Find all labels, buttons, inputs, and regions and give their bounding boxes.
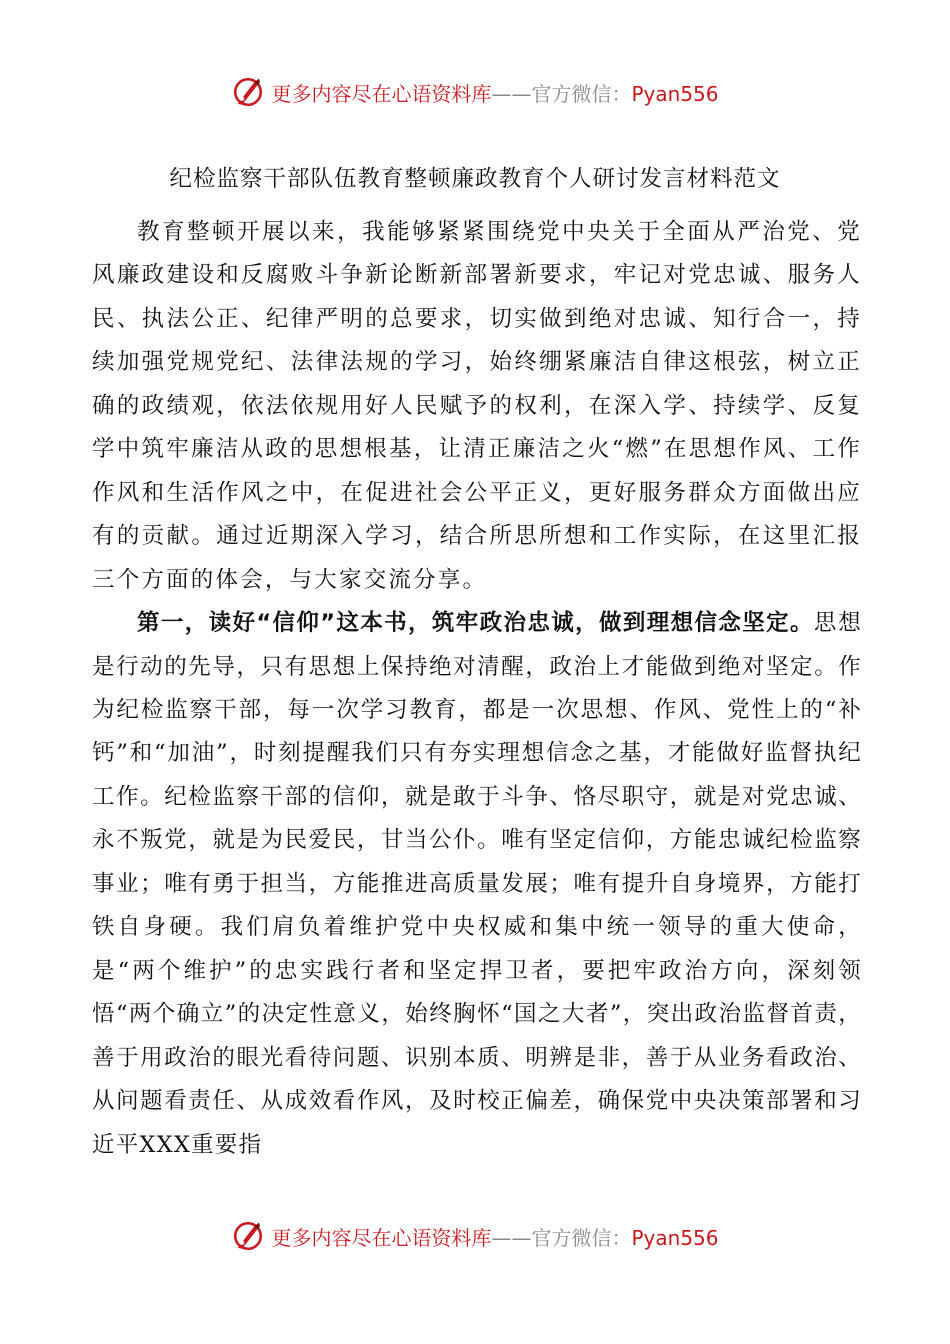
banner-dash: ——	[491, 81, 532, 106]
banner-wechat-label: 官方微信：	[531, 1225, 632, 1250]
banner-dash: ——	[491, 1225, 532, 1250]
banner-wechat-label: 官方微信：	[531, 81, 632, 106]
section-1-paragraph	[92, 602, 862, 1167]
section-1-body: 思想是行动的先导，只有思想上保持绝对清醒，政治上才能做到绝对坚定。作为纪检监察干部，每一次学习教育，都是一次思想、作风、党性上的“补钙”和“加油”，时刻提醒我们只有夯实理想信念之基，才能做好监督执纪工作。纪检监察干部的信仰，就是敢于斗争、恪尽职守，就是对党忠诚、永不叛党，就是为民爱民，甘当公仆。唯有坚定信仰，方能忠诚纪检监察事业；唯有勇于担当，方能推进高质量发展；唯有提升自身境界，方能打铁自身硬。我们肩负着维护党中央权威和集中统一领导的重大使命，是“两个维护”的忠实践行者和坚定捍卫者，要把牢政治方向，深刻领悟“两个确立”的决定性意义，始终胸怀“国之大者”，突出政治监督首责，善于用政治的眼光看待问题、识别本质、明辨是非，善于从业务看政治、从问题看责任、从成效看作风，及时校正偏差，确保党中央决策部署和习近平XXX重要指	[92, 610, 862, 1158]
section-1-heading: 第一，读好“信仰”这本书，筑牢政治忠诚，做到理想信念坚定。	[137, 610, 814, 637]
document-body	[92, 211, 862, 1167]
header-banner	[0, 72, 950, 112]
pen-logo-icon	[231, 75, 265, 109]
document-title: 纪检监察干部队伍教育整顿廉政教育个人研讨发言材料范文	[169, 166, 781, 192]
pen-logo-icon	[231, 1219, 265, 1253]
banner-wechat-id: Pyan556	[631, 1225, 719, 1250]
banner-wechat-id: Pyan556	[631, 81, 719, 106]
banner-slogan: 更多内容尽在心语资料库	[271, 81, 492, 106]
banner-slogan: 更多内容尽在心语资料库	[271, 1225, 492, 1250]
footer-banner	[0, 1216, 950, 1256]
intro-paragraph: 教育整顿开展以来，我能够紧紧围绕党中央关于全面从严治党、党风廉政建设和反腐败斗争新论断新部署新要求，牢记对党忠诚、服务人民、执法公正、纪律严明的总要求，切实做到绝对忠诚、知行合一，持续加强党规党纪、法律法规的学习，始终绷紧廉洁自律这根弦，树立正确的政绩观，依法依规用好人民赋予的权利，在深入学、持续学、反复学中筑牢廉洁从政的思想根基，让清正廉洁之火“燃”在思想作风、工作作风和生活作风之中，在促进社会公平正义，更好服务群众方面做出应有的贡献。通过近期深入学习，结合所思所想和工作实际，在这里汇报三个方面的体会，与大家交流分享。	[92, 219, 862, 593]
